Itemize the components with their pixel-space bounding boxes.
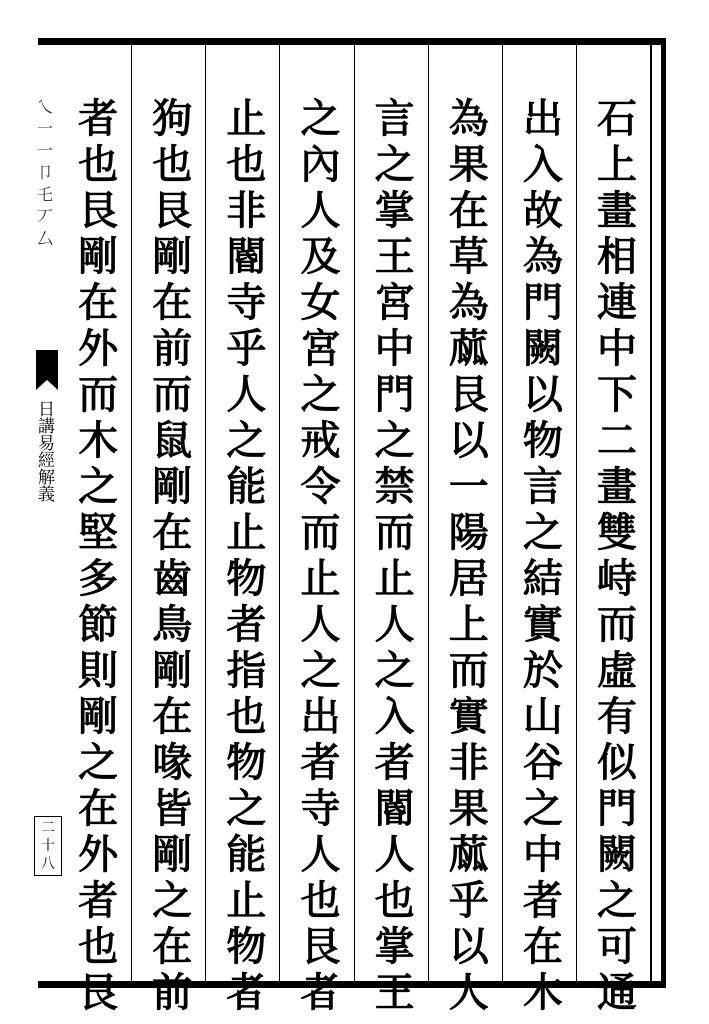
page-margin — [0, 38, 58, 988]
fishtail-mark — [36, 350, 58, 380]
margin-top-text: 乀一一卩乇丆厶 — [36, 97, 53, 248]
text-column-4 — [354, 45, 428, 1017]
text-column-1 — [576, 45, 650, 1017]
text-columns — [58, 45, 650, 1017]
column-text: 出入故為門闕以物言之結實於山谷之中者在木 — [516, 97, 564, 1017]
text-column-5 — [279, 45, 353, 1017]
text-column-3 — [428, 45, 502, 1017]
column-text: 之內人及女宮之戒令而止人之出者寺人也艮者 — [293, 97, 341, 1017]
text-column-8 — [58, 45, 131, 1017]
column-text: 言之掌王宮中門之禁而止人之入者閽人也掌王 — [368, 97, 416, 1017]
column-text: 狗也艮剛在前而鼠剛在齒鳥剛在喙皆剛之在前 — [145, 97, 193, 1017]
text-column-7 — [131, 45, 205, 1017]
text-column-6 — [205, 45, 279, 1017]
book-title: 日講易經解義 — [34, 400, 54, 502]
column-text: 石上畫相連中下二畫雙峙而虛有似門闕之可通 — [590, 97, 638, 1017]
page-number: 二十八 — [34, 816, 62, 876]
inner-right-rule — [650, 45, 652, 981]
column-text: 者也艮剛在外而木之堅多節則剛之在外者也艮 — [71, 97, 119, 1017]
column-text: 止也非閽寺乎人之能止物者指也物之能止物者 — [219, 97, 267, 1017]
column-text: 為果在草為蓏艮以一陽居上而實非果蓏乎以人 — [442, 97, 490, 1017]
text-column-2 — [502, 45, 576, 1017]
